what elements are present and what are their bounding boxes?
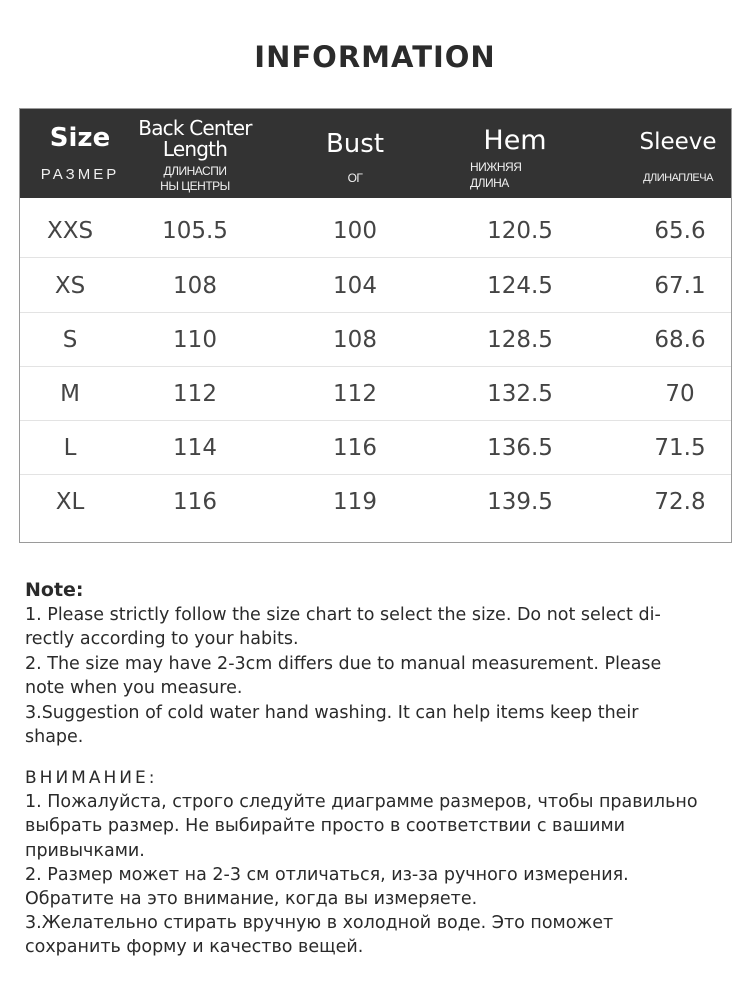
header-sleeve-label: Sleeve bbox=[639, 129, 717, 155]
note-ru-line: 3.Желательно стирать вручную в холодной воде. Это поможет bbox=[25, 913, 614, 934]
cell-back-length: 114 bbox=[173, 435, 217, 461]
cell-sleeve: 70 bbox=[665, 381, 695, 407]
note-line: 2. The size may have 2-3cm differs due to manual measurement. Please bbox=[25, 653, 662, 674]
cell-back-length: 110 bbox=[173, 327, 217, 353]
cell-back-length: 112 bbox=[173, 381, 217, 407]
header-bust-ru: ОГ bbox=[347, 171, 363, 185]
header-sleeve bbox=[628, 109, 728, 198]
header-hem-ru1: НИЖНЯЯ bbox=[470, 160, 522, 174]
header-back-center-length bbox=[135, 109, 255, 198]
cell-size: XS bbox=[54, 273, 86, 299]
note-ru-line: выбрать размер. Не выбирайте просто в соответствии с вашими bbox=[25, 816, 626, 837]
header-sleeve-ru: ДЛИНАПЛЕЧА bbox=[643, 172, 713, 184]
header-size-label: Size bbox=[49, 123, 111, 153]
header-hem bbox=[465, 109, 565, 198]
cell-bust: 108 bbox=[333, 327, 377, 353]
cell-back-length: 105.5 bbox=[162, 218, 228, 244]
cell-hem: 128.5 bbox=[487, 327, 553, 353]
header-hem-label: Hem bbox=[483, 125, 547, 156]
header-bust bbox=[310, 109, 400, 198]
table-header bbox=[20, 109, 731, 198]
note-section-en bbox=[25, 578, 725, 750]
table-row bbox=[20, 475, 731, 529]
cell-sleeve: 67.1 bbox=[654, 273, 706, 299]
note-ru-heading: ВНИМАНИЕ: bbox=[25, 768, 158, 788]
header-size bbox=[30, 109, 130, 198]
cell-hem: 120.5 bbox=[487, 218, 553, 244]
header-size-ru: РАЗМЕР bbox=[40, 166, 120, 183]
header-back-ru2: НЫ ЦЕНТРЫ bbox=[160, 179, 230, 193]
cell-bust: 116 bbox=[333, 435, 377, 461]
cell-size: XL bbox=[55, 489, 85, 515]
note-line: note when you measure. bbox=[25, 678, 243, 698]
cell-back-length: 108 bbox=[173, 273, 217, 299]
cell-back-length: 116 bbox=[173, 489, 217, 515]
note-line: shape. bbox=[25, 727, 84, 747]
cell-hem: 139.5 bbox=[487, 489, 553, 515]
table-row bbox=[20, 259, 731, 313]
cell-sleeve: 68.6 bbox=[654, 327, 706, 353]
table-row bbox=[20, 421, 731, 475]
page-title: INFORMATION bbox=[254, 40, 496, 74]
cell-bust: 119 bbox=[333, 489, 377, 515]
cell-bust: 104 bbox=[333, 273, 377, 299]
cell-sleeve: 72.8 bbox=[654, 489, 706, 515]
cell-bust: 100 bbox=[333, 218, 377, 244]
note-ru-line: 2. Размер может на 2-3 см отличаться, из-за ручного измерения. bbox=[25, 864, 629, 885]
cell-bust: 112 bbox=[333, 381, 377, 407]
note-ru-line: привычками. bbox=[25, 840, 145, 861]
table-row bbox=[20, 367, 731, 421]
note-heading: Note: bbox=[25, 579, 84, 601]
cell-size: XXS bbox=[46, 218, 94, 244]
note-ru-line: Обратите на это внимание, когда вы измеряете. bbox=[25, 889, 478, 910]
note-ru-line: сохранить форму и качество вещей. bbox=[25, 937, 364, 958]
cell-hem: 136.5 bbox=[487, 435, 553, 461]
note-line: 1. Please strictly follow the size chart to select the size. Do not select di- bbox=[25, 604, 661, 625]
header-back-line1: Back Center bbox=[138, 116, 252, 140]
cell-size: L bbox=[63, 435, 77, 461]
cell-size: M bbox=[60, 381, 80, 407]
size-chart-table bbox=[19, 108, 732, 543]
cell-hem: 132.5 bbox=[487, 381, 553, 407]
cell-hem: 124.5 bbox=[487, 273, 553, 299]
table-row bbox=[20, 204, 731, 258]
header-hem-ru2: ДЛИНА bbox=[470, 176, 509, 190]
header-back-ru1: ДЛИНАСПИ bbox=[163, 164, 227, 178]
cell-sleeve: 65.6 bbox=[654, 218, 706, 244]
cell-size: S bbox=[62, 327, 78, 353]
header-bust-label: Bust bbox=[325, 129, 385, 159]
cell-sleeve: 71.5 bbox=[654, 435, 706, 461]
table-row bbox=[20, 313, 731, 367]
note-ru-line: 1. Пожалуйста, строго следуйте диаграмме размеров, чтобы правильно bbox=[25, 792, 698, 813]
note-line: 3.Suggestion of cold water hand washing. It can help items keep their bbox=[25, 702, 639, 723]
note-line: rectly according to your habits. bbox=[25, 629, 299, 649]
header-back-line2: Length bbox=[162, 137, 228, 161]
note-section-ru bbox=[25, 766, 725, 960]
